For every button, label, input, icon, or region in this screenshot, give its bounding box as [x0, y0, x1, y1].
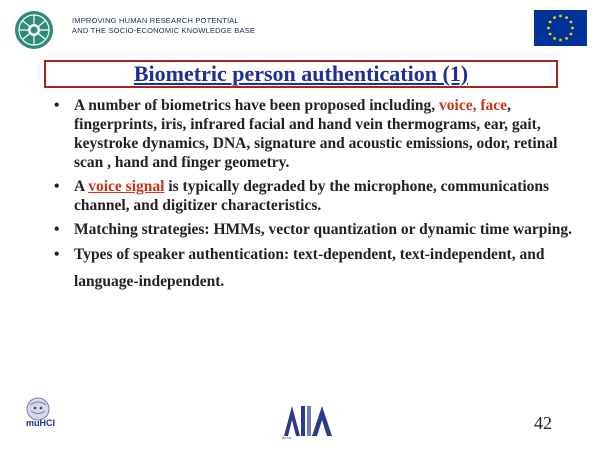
- bullet-item-voice-signal: [52, 177, 572, 215]
- aiia-logo-text: AIIA: [282, 435, 292, 440]
- highlight-voice-face: voice, face: [439, 97, 508, 114]
- slide-title: Biometric person authentication (1): [133, 61, 469, 86]
- header-line-1: IMPROVING HUMAN RESEARCH POTENTIAL: [72, 16, 239, 25]
- bullet-text: Types of speaker authentication: text-dependent, text-independent, and language-independent.: [74, 246, 545, 290]
- bullet-item-speaker-types: [52, 241, 572, 295]
- header-line-2: AND THE SOCIO-ECONOMIC KNOWLEDGE BASE: [72, 26, 256, 35]
- aiia-logo-graphic: [282, 402, 338, 438]
- bullet-list: [52, 96, 572, 300]
- bullet-icon: •: [54, 221, 60, 238]
- bullet-text-prefix: A: [74, 178, 89, 195]
- bullet-text-prefix: A number of biometrics have been proposed including,: [74, 97, 440, 114]
- project-logo-icon: [14, 10, 54, 50]
- bullet-text: Matching strategies: HMMs, vector quantization or dynamic time warping.: [74, 221, 572, 238]
- highlight-voice-signal: voice signal: [88, 178, 165, 195]
- bullet-text-suffix: is typically degraded by the microphone, communications channel, and digitizer characteristics.: [74, 178, 550, 214]
- muhci-logo-text: muHCI: [26, 418, 55, 428]
- bullet-item-biometrics: [52, 96, 572, 172]
- bullet-text-suffix: , fingerprints, iris, infrared facial and hand vein thermograms, ear, gait, keystroke dynamics, DNA, signature and acoustic emissions, odor, retinal scan , hand and finger geometry.: [74, 97, 558, 171]
- bullet-icon: •: [54, 178, 60, 195]
- page-number: 42: [534, 413, 552, 433]
- title-box: [44, 60, 558, 88]
- bullet-icon: •: [54, 97, 60, 114]
- eu-flag-icon: [534, 10, 587, 46]
- muhci-logo-icon: [22, 396, 68, 432]
- programme-header: [72, 16, 332, 36]
- aiia-logo-icon: [282, 402, 338, 442]
- bullet-item-matching: [52, 220, 572, 239]
- bullet-icon: •: [54, 246, 60, 263]
